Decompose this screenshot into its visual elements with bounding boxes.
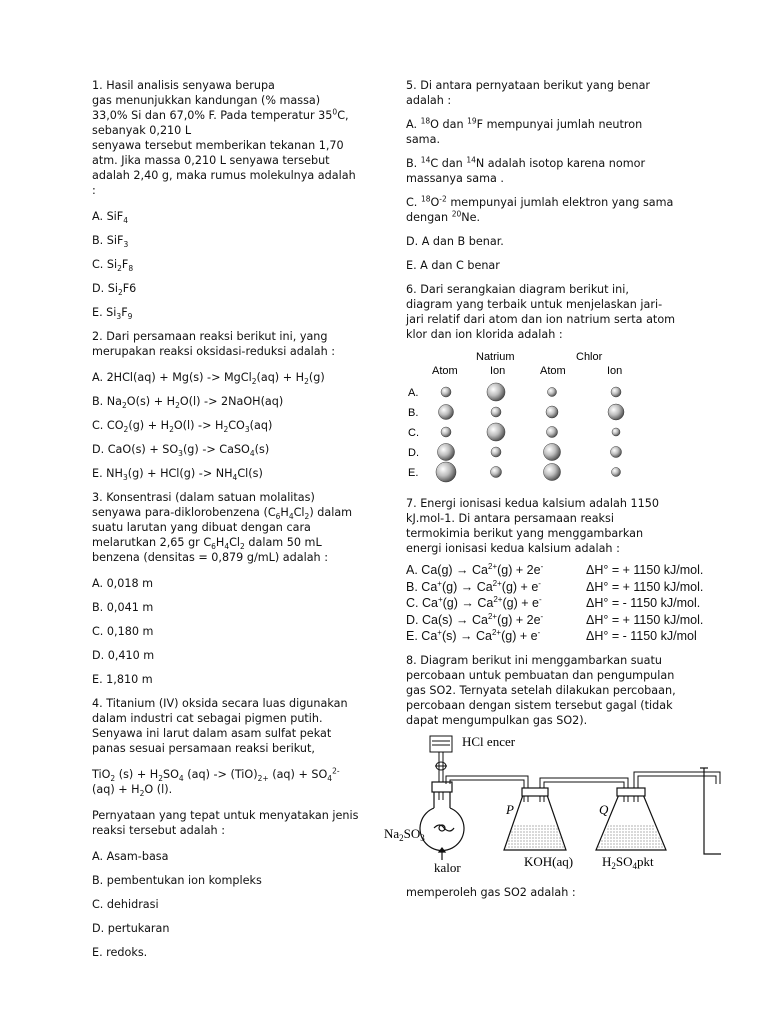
question-1: [92, 78, 360, 320]
sphere-row3-col2: [487, 423, 505, 441]
q1-line3: 33,0% Si dan 67,0% F. Pada temperatur $35^0C$,: [92, 107, 349, 122]
q3-option-c[interactable]: C. 0,180 m: [92, 625, 154, 638]
sphere-row5-col3: [544, 464, 561, 481]
q4-text: 4. Titanium (IV) oksida secara luas digunakan dalam industri cat sebagai pigmen putih. Senyawa ini larut dalam asam sulfat pekat panas sesuai persamaan reaksi berikut,: [92, 697, 348, 755]
arrow-icon: →: [452, 563, 473, 577]
q5-option-a[interactable]: A. $^{18}$O dan $^{19}$F mempunyai jumlah neutron sama.: [406, 116, 643, 146]
q4-option-c[interactable]: C. dehidrasi: [92, 898, 159, 911]
q1-option-c[interactable]: C. $Si_2F_8$: [92, 258, 134, 274]
q7-options: [406, 561, 704, 645]
q1-option-a[interactable]: A. SiF$_4$: [92, 210, 128, 226]
sphere-row4-col4: [611, 447, 622, 458]
reactant: Ca(s): [421, 612, 453, 627]
q2-text: 2. Dari persamaan reaksi berikut ini, yang merupakan reaksi oksidasi-reduksi adalah :: [92, 330, 336, 358]
arrow-icon: →: [457, 579, 477, 594]
enthalpy-value: ΔH° = + 1150 kJ/mol.: [586, 579, 704, 594]
option-letter: B.: [406, 579, 422, 594]
q5-option-d[interactable]: D. A dan B benar.: [406, 235, 504, 248]
sphere-row2-col3: [546, 406, 558, 418]
question-4: [92, 696, 360, 960]
reactant: Ca: [421, 596, 438, 611]
q2-option-e[interactable]: E. $NH_3(g) + HCl(g) -> NH_4Cl(s)$: [92, 467, 263, 483]
q1-option-b[interactable]: B. SiF$_3$: [92, 234, 129, 250]
row-label-1: A.: [408, 387, 419, 399]
q3-option-e[interactable]: E. 1,810 m: [92, 673, 153, 686]
question-3: [92, 490, 360, 687]
reactant: Ca(g): [421, 563, 453, 577]
q4-option-a[interactable]: A. Asam-basa: [92, 850, 169, 863]
sphere-row2-col1: [439, 405, 454, 420]
option-letter: A.: [406, 563, 422, 577]
na2so3-label: $Na_2SO_3$: [384, 825, 425, 843]
question-6: [406, 282, 678, 488]
q8-tail: memperoleh gas SO2 adalah :: [406, 885, 576, 899]
group-chlor-label: Chlor: [576, 351, 603, 363]
sphere-row1-col2: [487, 383, 505, 401]
arrow-icon: →: [457, 596, 478, 611]
q7-text: 7. Energi ionisasi kedua kalsium adalah 1150 kJ.mol-1. Di antara persamaan reaksi termokimia berikut yang menggambarkan energi ionisasi kedua kalsium adalah :: [406, 497, 659, 555]
sphere-row3-col1: [441, 427, 451, 437]
sphere-row4-col3: [544, 444, 561, 461]
q7-option-d[interactable]: D. $Ca(s) \to Ca^{2+}(g) + 2e^-$ ΔH° = + 1150 kJ/mol.: [406, 611, 704, 627]
koh-label: KOH(aq): [524, 853, 574, 869]
enthalpy-value: ΔH° = + 1150 kJ/mol.: [586, 612, 704, 627]
q1-line4: sebanyak 0,210 L: [92, 124, 192, 137]
kalor-label: kalor: [434, 859, 461, 875]
col-ion-label-2: Ion: [607, 365, 623, 377]
sphere-row1-col1: [441, 387, 451, 397]
product: Ca: [476, 579, 493, 594]
q1-option-e[interactable]: E. $Si_3F_9$: [92, 306, 133, 322]
conical-flask-p: [504, 788, 566, 850]
reactant: Ca: [421, 579, 438, 594]
q4-option-b[interactable]: B. pembentukan ion kompleks: [92, 874, 262, 887]
sphere-row4-col1: [438, 444, 455, 461]
q3-option-a[interactable]: A. 0,018 m: [92, 577, 154, 590]
col-atom-label-1: Atom: [432, 365, 458, 377]
q7-option-c[interactable]: C. $Ca^+(g) \to Ca^{2+}(g) + e^-$ ΔH° = - 1150 kJ/mol.: [406, 595, 701, 611]
sphere-row2-col4: [608, 404, 624, 420]
right-column: [384, 78, 704, 908]
col-atom-label-2: Atom: [540, 365, 566, 377]
sphere-row5-col4: [612, 468, 621, 477]
q1-line5: senyawa tersebut memberikan tekanan 1,70 atm. Jika massa 0,210 L senyawa tersebut adalah 2,40 g, maka rumus molekulnya adalah :: [92, 139, 356, 197]
q5-option-e[interactable]: E. A dan C benar: [406, 259, 500, 272]
h2so4-label: $H_2SO_4pkt$: [602, 853, 654, 871]
sphere-row4-col2: [491, 447, 501, 457]
enthalpy-value: ΔH° = - 1150 kJ/mol.: [586, 596, 701, 611]
conical-flask-q: [596, 788, 666, 850]
sphere-row2-col2: [491, 407, 501, 417]
q8-text: 8. Diagram berikut ini menggambarkan suatu percobaan untuk pembuatan dan pengumpulan gas SO2. Ternyata setelah dilakukan percobaan, percobaan dengan sistem tersebut gagal (tidak dapat mengumpulkan gas SO2).: [406, 653, 676, 727]
q2-option-a[interactable]: A. 2HCl(aq) + Mg(s) -> MgCl$_2$(aq) + $H_2(g)$: [92, 371, 325, 387]
option-letter: C.: [406, 596, 422, 611]
q6-text: 6. Dari serangkaian diagram berikut ini, diagram yang terbaik untuk menjelaskan jari-jari relatif dari atom dan ion natrium serta atom klor dan ion klorida adalah :: [406, 283, 676, 341]
option-letter: D.: [406, 612, 422, 627]
sphere-row1-col4: [611, 387, 621, 397]
left-column: [92, 78, 360, 969]
q1-line1: 1. Hasil analisis senyawa berupa: [92, 79, 275, 92]
q3-text: 3. Konsentrasi (dalam satuan molalitas) senyawa para-diklorobenzena $(C_6H_4Cl_2)$ dalam suatu larutan yang dibuat dengan cara melarutkan 2,65 gr $C_6H_4Cl_2$ dalam 50 mL benzena (densitas = 0,879 g/mL) adalah :: [92, 491, 353, 564]
sphere-row5-col2: [491, 467, 502, 478]
flask-q-label: Q: [599, 801, 609, 817]
product: Ca: [477, 596, 494, 611]
q2-option-b[interactable]: B. $Na_2O(s) + H_2O(l)$ -> 2NaOH(aq): [92, 395, 284, 411]
enthalpy-value: ΔH° = + 1150 kJ/mol.: [586, 563, 704, 577]
question-7: [406, 496, 704, 645]
product: Ca: [472, 563, 488, 577]
q1-option-d[interactable]: D. $Si_2F6$: [92, 282, 137, 298]
so2-apparatus-diagram: [381, 732, 721, 877]
sphere-row3-col4: [612, 428, 620, 436]
gas-collection-cylinder: [700, 768, 721, 854]
question-8: [384, 653, 678, 900]
q2-option-d[interactable]: D. $CaO(s) + SO_3(g)$ -> CaSO$_4$(s): [92, 443, 270, 459]
question-5: [406, 78, 678, 273]
row-label-4: D.: [408, 447, 419, 459]
arrow-icon: →: [456, 629, 476, 644]
option-letter: E.: [406, 629, 422, 644]
row-label-5: E.: [408, 467, 419, 479]
product: Ca: [472, 612, 488, 627]
atom-ion-radius-diagram: [406, 348, 678, 488]
hcl-label: HCl encer: [462, 733, 516, 749]
q2-option-c[interactable]: C. $CO_2(g) + H_2O(l) -> H_2CO_3(aq)$: [92, 419, 273, 435]
group-natrium-label: Natrium: [476, 351, 515, 363]
enthalpy-value: ΔH° = - 1150 kJ/mol: [586, 629, 697, 644]
product: Ca: [475, 629, 492, 644]
q5-option-b[interactable]: B. $^{14}$C dan $^{14}$N adalah isotop karena nomor massanya sama .: [406, 155, 646, 185]
q4-equation: TiO$_2$ $(s) + H_2SO_4$ $(aq) -> (TiO)_{2+}$ $(aq) + SO_4^{2-}$ $(aq) + H_2O$ (l).: [92, 766, 340, 799]
q7-option-b[interactable]: B. $Ca^+(g) \to Ca^{2+}(g) + e^-$ ΔH° = + 1150 kJ/mol.: [406, 578, 704, 594]
reactant: Ca: [421, 629, 438, 644]
sphere-row5-col1: [436, 462, 456, 482]
q4-question: Pernyataan yang tepat untuk menyatakan jenis reaksi tersebut adalah :: [92, 809, 359, 837]
sphere-row3-col3: [547, 427, 558, 438]
q4-option-e[interactable]: E. redoks.: [92, 946, 148, 959]
row-label-2: B.: [408, 407, 419, 419]
row-label-3: C.: [408, 427, 419, 439]
q5-text: 5. Di antara pernyataan berikut yang benar adalah :: [406, 79, 651, 107]
q1-line2: gas menunjukkan kandungan (% massa): [92, 94, 321, 107]
col-ion-label-1: Ion: [490, 365, 506, 377]
q4-option-d[interactable]: D. pertukaran: [92, 922, 170, 935]
q3-option-b[interactable]: B. 0,041 m: [92, 601, 154, 614]
connecting-tubes: [446, 772, 720, 802]
q7-option-e[interactable]: E. $Ca^+(s) \to Ca^{2+}(g) + e^-$ ΔH° = - 1150 kJ/mol: [406, 628, 697, 644]
arrow-icon: →: [452, 612, 472, 627]
question-2: [92, 329, 360, 481]
round-bottom-flask: [420, 782, 464, 860]
q5-option-c[interactable]: C. $^{18}O^{-2}$ mempunyai jumlah elektron yang sama dengan $^{20}$Ne.: [406, 194, 674, 224]
q3-option-d[interactable]: D. 0,410 m: [92, 649, 155, 662]
sphere-row1-col3: [548, 388, 557, 397]
flask-p-label: P: [506, 801, 514, 817]
q7-option-a[interactable]: A. $Ca(g) \to Ca^{2+}(g) + 2e^-$ ΔH° = + 1150 kJ/mol.: [406, 561, 704, 577]
